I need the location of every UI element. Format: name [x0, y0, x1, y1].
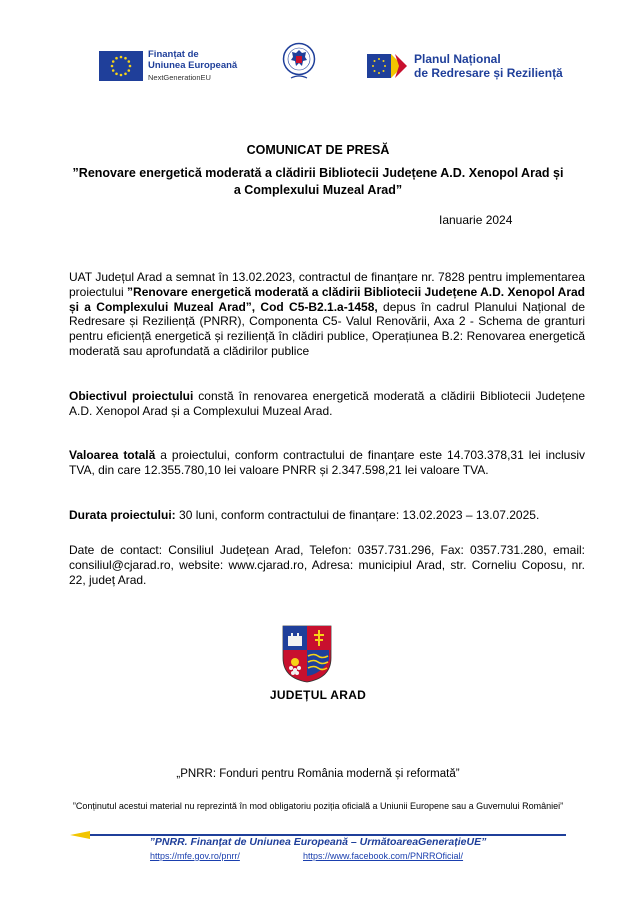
- press-release-title: COMUNICAT DE PRESĂ: [246, 143, 390, 157]
- total-value-label: Valoarea totală: [69, 448, 156, 462]
- project-title-line1: ”Renovare energetică moderată a clădirii Bibliotecii Județene A.D. Xenopol Arad și: [72, 166, 564, 180]
- paragraph-objective: [69, 389, 585, 419]
- duration-label: Durata proiectului:: [69, 508, 176, 522]
- pnrr-motto: „PNRR: Fonduri pentru România modernă și reformată”: [176, 768, 460, 780]
- arad-county-coat-of-arms-icon: [281, 624, 333, 684]
- paragraph-contact: Date de contact: Consiliul Județean Arad, Telefon: 0357.731.296, Fax: 0357.731.280, email: consiliul@cjarad.ro, website: www.cjarad.ro, Adresa: municipiul Arad, str. Corneliu Coposu, nr. 22, județ Arad.: [69, 543, 585, 587]
- pnrr-logo-line2: de Redresare și Reziliență: [414, 66, 563, 80]
- paragraph-contract-details: depus în cadrul Planului Național de Redresare și Reziliență (PNRR), Componenta C5- Valul Renovării, Axa 2 - Schema de granturi pentru eficiență energetică și reziliență în clădiri publice, Operațiunea B.2: Renovarea energetică moderată sau aprofundată a clădirilor publice: [69, 299, 585, 358]
- objective-label: Obiectivul proiectului: [69, 389, 194, 403]
- paragraph-contract-project-name: ”Renovare energetică moderată a clădirii Bibliotecii Județene A.D. Xenopol Arad și a Complexului Muzeal Arad”, Cod C5-B2.1.a-1458,: [69, 284, 586, 314]
- pnrr-logo-text: [414, 52, 563, 80]
- eu-flag-icon: [99, 51, 143, 81]
- paragraph-contract: [69, 270, 585, 359]
- county-name: JUDEȚUL ARAD: [269, 688, 367, 702]
- eu-funding-logo-text: [148, 49, 237, 83]
- duration-text: 30 luni, conform contractului de finanțare: 13.02.2023 – 13.07.2025.: [175, 508, 540, 522]
- total-value-text: a proiectului, conform contractului de finanțare este 14.703.378,31 lei inclusiv TVA, din care 12.355.780,10 lei valoare PNRR și 2.347.598,21 lei valoare TVA.: [69, 448, 585, 477]
- footer-color-band: [70, 826, 566, 834]
- project-title: [60, 165, 576, 199]
- facebook-link[interactable]: https://www.facebook.com/PNRROficial/: [303, 851, 464, 861]
- eu-logo-line3: NextGenerationEU: [148, 73, 211, 82]
- pnrr-logo-line1: Planul Național: [414, 52, 501, 66]
- project-title-line2: a Complexului Muzeal Arad”: [233, 183, 403, 197]
- mfe-link[interactable]: https://mfe.gov.ro/pnrr/: [150, 851, 240, 861]
- romanian-government-seal-icon: [282, 42, 316, 86]
- release-date: Ianuarie 2024: [439, 213, 513, 227]
- eu-logo-line2: Uniunea Europeană: [148, 60, 238, 71]
- eu-disclaimer: ”Conținutul acestui material nu reprezintă în mod obligatoriu poziția oficială a Uniunii Europene sau a Guvernului României”: [72, 801, 564, 811]
- eu-logo-line1: Finanțat de: [148, 49, 199, 60]
- objective-text: constă în renovarea energetică moderată a clădirii Bibliotecii Județene A.D. Xenopol Arad și a Complexului Muzeal Arad.: [69, 389, 585, 418]
- paragraph-total-value: [69, 448, 585, 478]
- paragraph-duration: [69, 508, 585, 523]
- footer-title: ”PNRR. Finanțat de Uniunea Europeană – UrmătoareaGenerațieUE”: [149, 836, 487, 848]
- pnrr-logo-icon: [367, 52, 411, 80]
- paragraph-contract-intro: UAT Județul Arad a semnat în 13.02.2023, contractul de finanțare nr. 7828 pentru implementarea proiectului: [69, 270, 585, 299]
